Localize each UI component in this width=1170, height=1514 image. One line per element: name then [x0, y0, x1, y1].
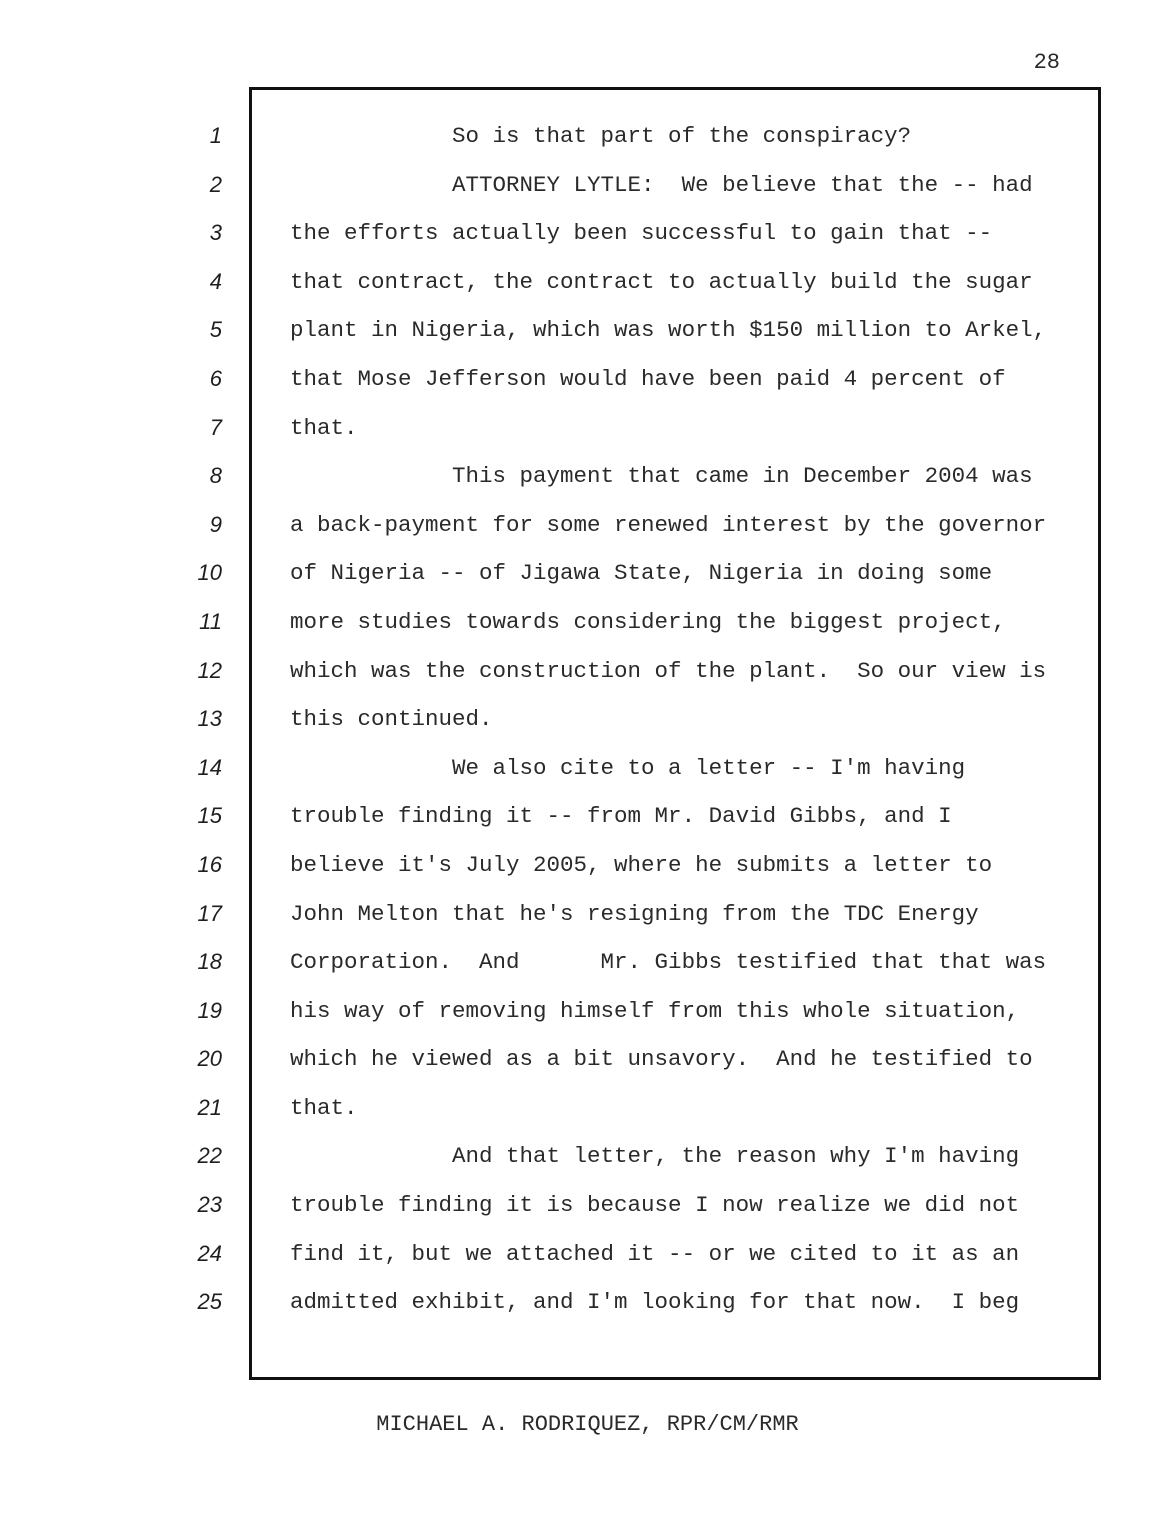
line-number: 15	[197, 803, 222, 829]
transcript-line: the efforts actually been successful to gain that --	[290, 220, 993, 247]
transcript-line: And that letter, the reason why I'm having	[290, 1143, 1020, 1170]
line-number: 9	[209, 511, 222, 537]
transcript-line: which was the construction of the plant. So our view is	[290, 657, 1047, 684]
line-number: 10	[197, 560, 222, 586]
line-number: 8	[209, 463, 222, 489]
transcript-line: Corporation. And Mr. Gibbs testified that that was	[290, 949, 1047, 976]
line-number: 2	[209, 171, 222, 197]
line-number: 17	[197, 900, 222, 926]
line-number: 25	[197, 1289, 222, 1315]
transcript-line: ATTORNEY LYTLE: We believe that the -- had	[290, 171, 1033, 198]
transcript-line: more studies towards considering the biggest project,	[290, 608, 1006, 635]
line-number: 6	[209, 365, 222, 391]
line-number: 4	[209, 268, 222, 294]
transcript-line: that.	[290, 1094, 358, 1121]
transcript-line: find it, but we attached it -- or we cited to it as an	[290, 1240, 1020, 1267]
line-number: 11	[199, 608, 222, 634]
line-number-column	[150, 112, 222, 1327]
line-number: 20	[197, 1046, 222, 1072]
line-number: 19	[197, 997, 222, 1023]
transcript-line: his way of removing himself from this whole situation,	[290, 997, 1020, 1024]
line-number: 18	[197, 949, 222, 975]
transcript-line: that Mose Jefferson would have been paid 4 percent of	[290, 365, 1006, 392]
line-number: 22	[197, 1143, 222, 1169]
line-number: 24	[197, 1240, 222, 1266]
transcript-line: that.	[290, 414, 358, 441]
transcript-line: admitted exhibit, and I'm looking for that now. I beg	[290, 1289, 1020, 1316]
line-number: 1	[209, 123, 222, 148]
line-number: 21	[197, 1094, 222, 1120]
transcript-line: this continued.	[290, 706, 493, 733]
page-number: 28	[1033, 50, 1060, 75]
transcript-line: believe it's July 2005, where he submits a letter to	[290, 851, 993, 878]
line-number: 23	[197, 1192, 222, 1218]
line-number: 5	[209, 317, 222, 343]
transcript-line: that contract, the contract to actually build the sugar	[290, 268, 1033, 295]
transcript-line: John Melton that he's resigning from the TDC Energy	[290, 900, 979, 927]
line-number: 13	[197, 706, 222, 732]
transcript-line: which he viewed as a bit unsavory. And he testified to	[290, 1046, 1033, 1073]
transcript-line: So is that part of the conspiracy?	[290, 123, 912, 149]
transcript-line: trouble finding it -- from Mr. David Gibbs, and I	[290, 803, 952, 830]
transcript-line: This payment that came in December 2004 was	[290, 463, 1033, 490]
transcript-line: of Nigeria -- of Jigawa State, Nigeria in doing some	[290, 560, 993, 587]
line-number: 3	[209, 220, 222, 246]
line-number: 14	[197, 754, 222, 780]
reporter-footer: MICHAEL A. RODRIQUEZ, RPR/CM/RMR	[376, 1412, 799, 1437]
line-number: 7	[209, 414, 222, 440]
transcript-line: plant in Nigeria, which was worth $150 million to Arkel,	[290, 317, 1047, 344]
transcript-line: We also cite to a letter -- I'm having	[290, 754, 966, 781]
line-number: 16	[197, 851, 222, 877]
transcript-text	[290, 112, 1080, 1327]
transcript-line: a back-payment for some renewed interest by the governor	[290, 511, 1047, 538]
transcript-line: trouble finding it is because I now realize we did not	[290, 1192, 1020, 1219]
line-number: 12	[197, 657, 222, 683]
